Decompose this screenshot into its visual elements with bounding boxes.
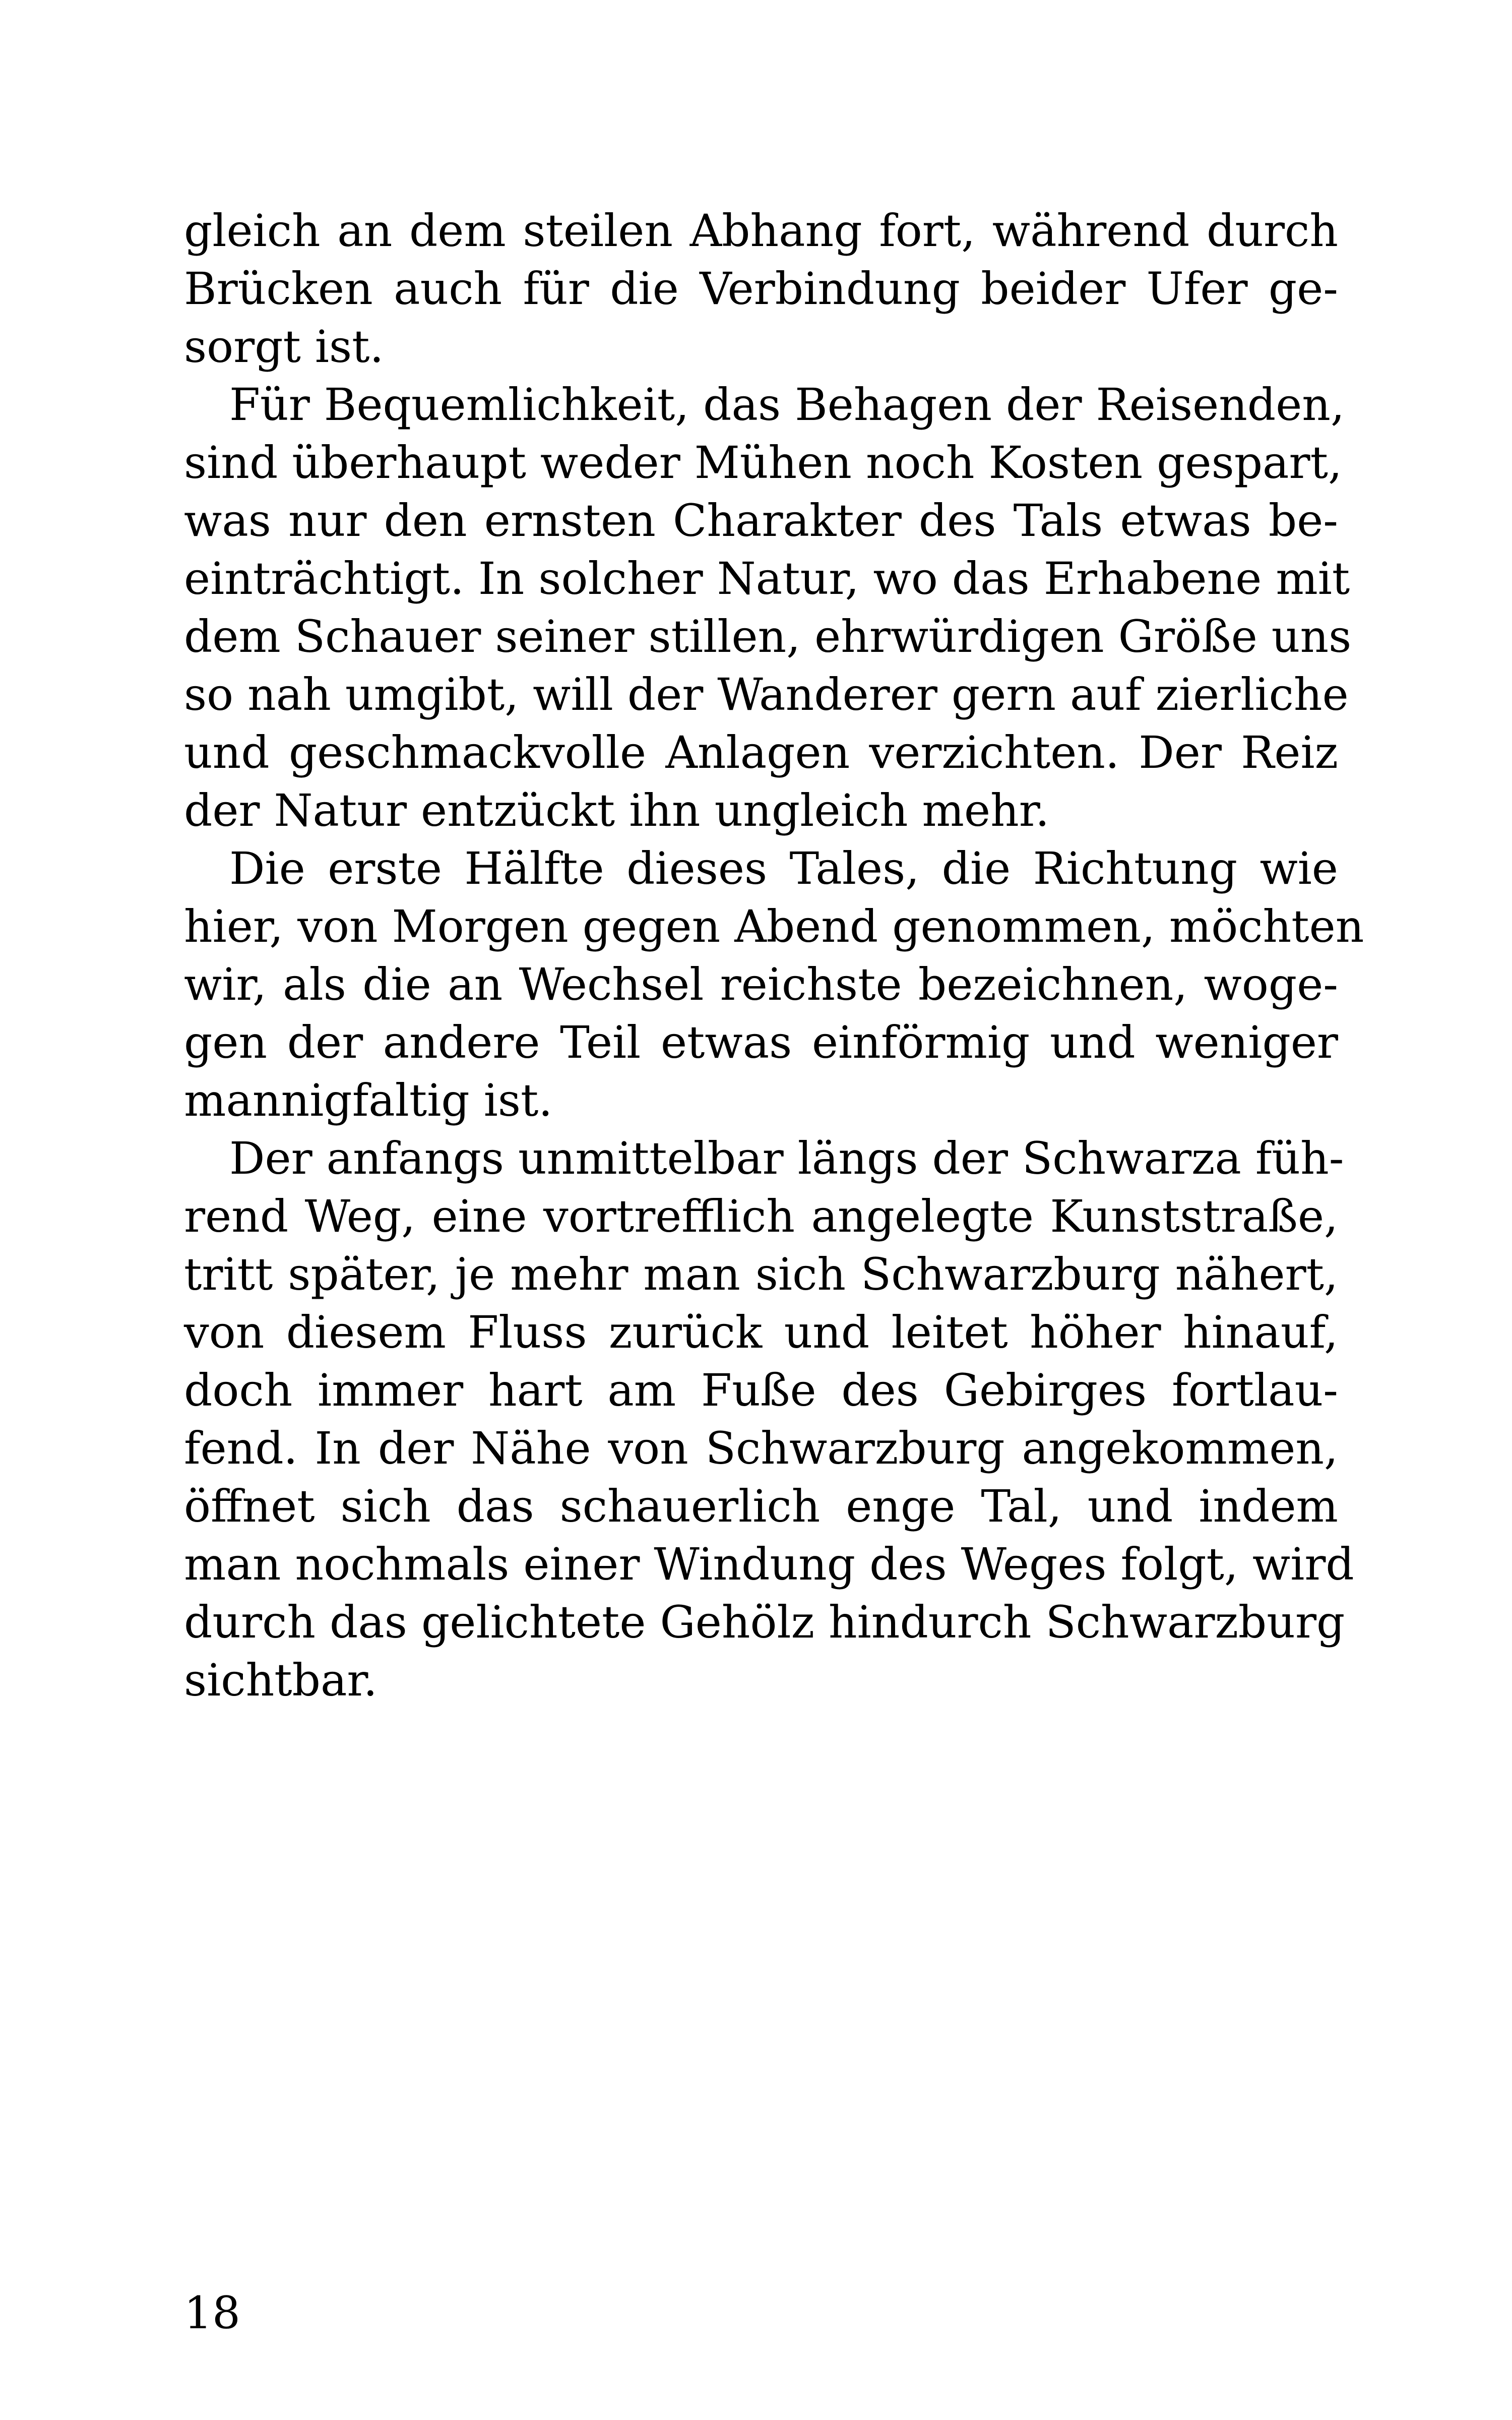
text-line: gen der andere Teil etwas einförmig und weniger — [184, 1016, 1338, 1068]
text-line: einträchtigt. In solcher Natur, wo das Erhabene mit — [184, 553, 1350, 604]
text-line: Brücken auch für die Verbindung beider Ufer ge- — [184, 263, 1338, 315]
text-line: sind überhaupt weder Mühen noch Kosten gespart, — [184, 437, 1342, 489]
text-line: dem Schauer seiner stillen, ehrwürdigen Größe uns — [184, 611, 1352, 662]
text-line: tritt später, je mehr man sich Schwarzburg nähert, — [184, 1248, 1338, 1300]
text-line: gleich an dem steilen Abhang fort, während durch — [184, 205, 1338, 257]
text-line: und geschmackvolle Anlagen verzichten. Der Reiz — [184, 727, 1338, 778]
text-line: Die erste Hälfte dieses Tales, die Richtung wie — [229, 842, 1338, 894]
text-line: öffnet sich das schauerlich enge Tal, und indem — [184, 1480, 1338, 1532]
text-line: hier, von Morgen gegen Abend genommen, möchten — [184, 900, 1364, 952]
text-line: doch immer hart am Fuße des Gebirges fortlau- — [184, 1364, 1338, 1416]
text-line: fend. In der Nähe von Schwarzburg angekommen, — [184, 1422, 1338, 1474]
text-line: der Natur entzückt ihn ungleich mehr. — [184, 784, 1050, 836]
text-line: sorgt ist. — [184, 321, 384, 373]
page-number: 18 — [184, 2287, 240, 2339]
text-line: wir, als die an Wechsel reichste bezeichnen, woge- — [184, 958, 1338, 1010]
text-line: rend Weg, eine vortrefflich angelegte Kunststraße, — [184, 1190, 1338, 1242]
text-line: mannigfaltig ist. — [184, 1074, 553, 1126]
text-line: was nur den ernsten Charakter des Tals etwas be- — [184, 495, 1338, 547]
text-line: Der anfangs unmittelbar längs der Schwarza füh- — [229, 1132, 1344, 1184]
body-text — [184, 202, 1364, 1709]
text-line: man nochmals einer Windung des Weges folgt, wird — [184, 1538, 1354, 1590]
text-line: so nah umgibt, will der Wanderer gern auf zierliche — [184, 669, 1349, 720]
text-line: von diesem Fluss zurück und leitet höher hinauf, — [184, 1306, 1338, 1358]
text-line: sichtbar. — [184, 1654, 377, 1706]
text-line: durch das gelichtete Gehölz hindurch Schwarzburg — [184, 1596, 1345, 1648]
text-line: Für Bequemlichkeit, das Behagen der Reisenden, — [229, 379, 1345, 431]
